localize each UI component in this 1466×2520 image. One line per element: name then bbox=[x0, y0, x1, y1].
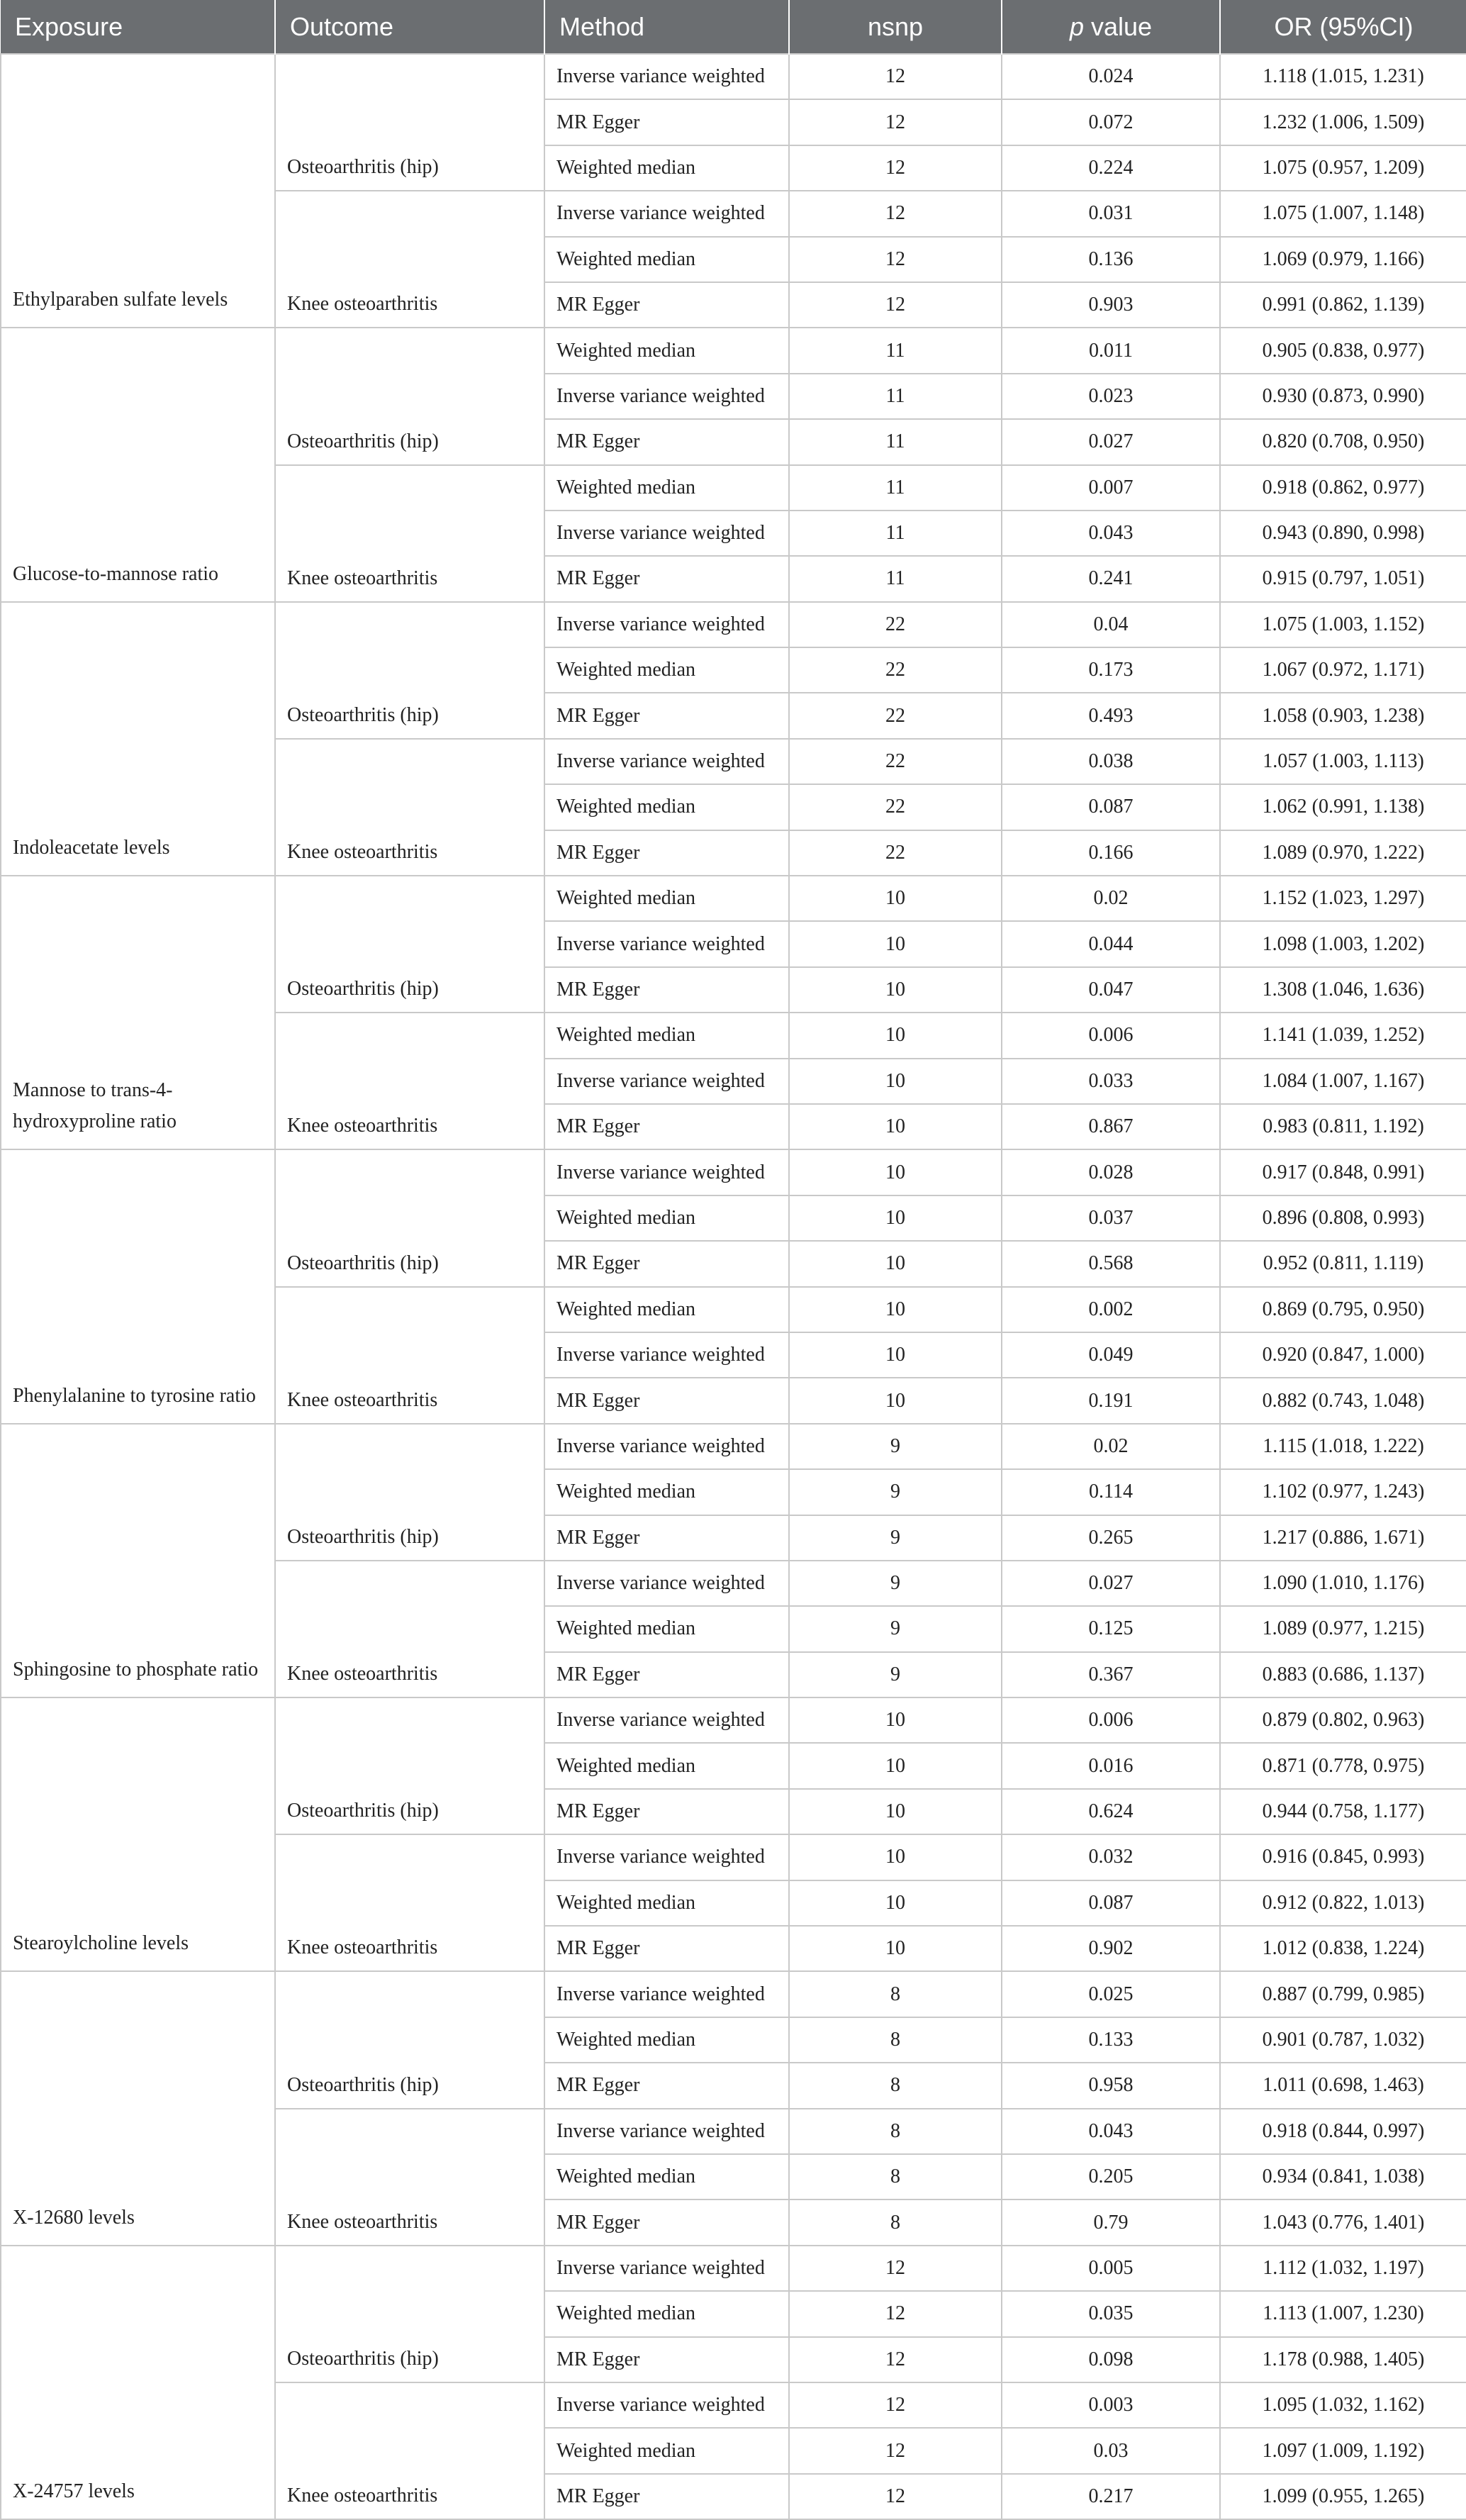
nsnp-cell: 10 bbox=[789, 1697, 1002, 1743]
or-cell: 1.090 (1.010, 1.176) bbox=[1220, 1561, 1466, 1606]
exposure-cell: Indoleacetate levels bbox=[1, 602, 275, 876]
p-value-cell: 0.028 bbox=[1002, 1149, 1220, 1195]
method-cell: Inverse variance weighted bbox=[544, 2109, 789, 2154]
outcome-cell: Osteoarthritis (hip) bbox=[275, 876, 544, 1013]
outcome-cell: Knee osteoarthritis bbox=[275, 1013, 544, 1149]
or-cell: 0.934 (0.841, 1.038) bbox=[1220, 2154, 1466, 2200]
nsnp-cell: 12 bbox=[789, 99, 1002, 145]
or-cell: 0.901 (0.787, 1.032) bbox=[1220, 2017, 1466, 2063]
header-p-rest: value bbox=[1083, 11, 1153, 41]
header-method: Method bbox=[544, 0, 789, 54]
exposure-cell: Stearoylcholine levels bbox=[1, 1697, 275, 1971]
p-value-cell: 0.002 bbox=[1002, 1287, 1220, 1332]
p-value-cell: 0.624 bbox=[1002, 1789, 1220, 1834]
method-cell: MR Egger bbox=[544, 1652, 789, 1697]
or-cell: 0.820 (0.708, 0.950) bbox=[1220, 419, 1466, 464]
method-cell: Weighted median bbox=[544, 237, 789, 282]
nsnp-cell: 12 bbox=[789, 2474, 1002, 2519]
method-cell: MR Egger bbox=[544, 2337, 789, 2382]
method-cell: Weighted median bbox=[544, 1013, 789, 1058]
method-cell: Weighted median bbox=[544, 1287, 789, 1332]
outcome-cell: Osteoarthritis (hip) bbox=[275, 2246, 544, 2382]
header-p-value bbox=[1002, 0, 1220, 54]
p-value-cell: 0.114 bbox=[1002, 1469, 1220, 1515]
or-cell: 1.075 (1.003, 1.152) bbox=[1220, 602, 1466, 647]
method-cell: MR Egger bbox=[544, 1789, 789, 1834]
exposure-cell: Phenylalanine to tyrosine ratio bbox=[1, 1149, 275, 1423]
nsnp-cell: 11 bbox=[789, 328, 1002, 373]
p-value-cell: 0.125 bbox=[1002, 1606, 1220, 1651]
nsnp-cell: 12 bbox=[789, 191, 1002, 236]
method-cell: MR Egger bbox=[544, 830, 789, 876]
or-cell: 0.920 (0.847, 1.000) bbox=[1220, 1332, 1466, 1378]
method-cell: Inverse variance weighted bbox=[544, 191, 789, 236]
or-cell: 0.915 (0.797, 1.051) bbox=[1220, 556, 1466, 601]
outcome-cell: Knee osteoarthritis bbox=[275, 1834, 544, 1971]
nsnp-cell: 12 bbox=[789, 237, 1002, 282]
nsnp-cell: 10 bbox=[789, 1287, 1002, 1332]
nsnp-cell: 12 bbox=[789, 2428, 1002, 2473]
method-cell: Inverse variance weighted bbox=[544, 1971, 789, 2017]
header-exposure: Exposure bbox=[1, 0, 275, 54]
p-value-cell: 0.031 bbox=[1002, 191, 1220, 236]
nsnp-cell: 8 bbox=[789, 2200, 1002, 2245]
or-cell: 1.043 (0.776, 1.401) bbox=[1220, 2200, 1466, 2245]
or-cell: 1.099 (0.955, 1.265) bbox=[1220, 2474, 1466, 2519]
nsnp-cell: 12 bbox=[789, 2337, 1002, 2382]
p-value-cell: 0.032 bbox=[1002, 1834, 1220, 1880]
method-cell: MR Egger bbox=[544, 2063, 789, 2108]
nsnp-cell: 9 bbox=[789, 1469, 1002, 1515]
p-value-cell: 0.902 bbox=[1002, 1926, 1220, 1971]
p-value-cell: 0.005 bbox=[1002, 2246, 1220, 2291]
method-cell: Weighted median bbox=[544, 328, 789, 373]
p-value-cell: 0.043 bbox=[1002, 511, 1220, 556]
outcome-cell: Osteoarthritis (hip) bbox=[275, 602, 544, 739]
exposure-cell: Ethylparaben sulfate levels bbox=[1, 54, 275, 328]
method-cell: Weighted median bbox=[544, 145, 789, 191]
nsnp-cell: 12 bbox=[789, 145, 1002, 191]
p-value-cell: 0.011 bbox=[1002, 328, 1220, 373]
method-cell: MR Egger bbox=[544, 2474, 789, 2519]
method-cell: MR Egger bbox=[544, 556, 789, 601]
p-value-cell: 0.133 bbox=[1002, 2017, 1220, 2063]
method-cell: Inverse variance weighted bbox=[544, 1424, 789, 1469]
method-cell: Inverse variance weighted bbox=[544, 2382, 789, 2428]
p-value-cell: 0.043 bbox=[1002, 2109, 1220, 2154]
nsnp-cell: 10 bbox=[789, 1378, 1002, 1423]
p-value-cell: 0.958 bbox=[1002, 2063, 1220, 2108]
nsnp-cell: 11 bbox=[789, 465, 1002, 511]
outcome-cell: Osteoarthritis (hip) bbox=[275, 1971, 544, 2108]
or-cell: 1.069 (0.979, 1.166) bbox=[1220, 237, 1466, 282]
nsnp-cell: 9 bbox=[789, 1515, 1002, 1561]
or-cell: 0.869 (0.795, 0.950) bbox=[1220, 1287, 1466, 1332]
table-row bbox=[1, 54, 1466, 99]
method-cell: Inverse variance weighted bbox=[544, 1149, 789, 1195]
nsnp-cell: 10 bbox=[789, 1332, 1002, 1378]
method-cell: Inverse variance weighted bbox=[544, 739, 789, 784]
or-cell: 1.112 (1.032, 1.197) bbox=[1220, 2246, 1466, 2291]
method-cell: MR Egger bbox=[544, 99, 789, 145]
method-cell: Weighted median bbox=[544, 647, 789, 693]
nsnp-cell: 12 bbox=[789, 2291, 1002, 2336]
nsnp-cell: 10 bbox=[789, 1241, 1002, 1286]
or-cell: 1.152 (1.023, 1.297) bbox=[1220, 876, 1466, 921]
p-value-cell: 0.02 bbox=[1002, 876, 1220, 921]
outcome-cell: Osteoarthritis (hip) bbox=[275, 54, 544, 191]
nsnp-cell: 8 bbox=[789, 2154, 1002, 2200]
or-cell: 0.912 (0.822, 1.013) bbox=[1220, 1880, 1466, 1926]
p-value-cell: 0.072 bbox=[1002, 99, 1220, 145]
or-cell: 1.011 (0.698, 1.463) bbox=[1220, 2063, 1466, 2108]
p-value-cell: 0.205 bbox=[1002, 2154, 1220, 2200]
table-row bbox=[1, 602, 1466, 647]
method-cell: Inverse variance weighted bbox=[544, 1834, 789, 1880]
header-or: OR (95%CI) bbox=[1220, 0, 1466, 54]
outcome-cell: Osteoarthritis (hip) bbox=[275, 1149, 544, 1286]
or-cell: 0.879 (0.802, 0.963) bbox=[1220, 1697, 1466, 1743]
method-cell: Weighted median bbox=[544, 2154, 789, 2200]
nsnp-cell: 8 bbox=[789, 1971, 1002, 2017]
nsnp-cell: 11 bbox=[789, 374, 1002, 419]
nsnp-cell: 22 bbox=[789, 739, 1002, 784]
method-cell: MR Egger bbox=[544, 1926, 789, 1971]
or-cell: 1.057 (1.003, 1.113) bbox=[1220, 739, 1466, 784]
p-value-cell: 0.006 bbox=[1002, 1697, 1220, 1743]
nsnp-cell: 8 bbox=[789, 2063, 1002, 2108]
method-cell: Weighted median bbox=[544, 2428, 789, 2473]
nsnp-cell: 10 bbox=[789, 1926, 1002, 1971]
or-cell: 0.952 (0.811, 1.119) bbox=[1220, 1241, 1466, 1286]
method-cell: Weighted median bbox=[544, 1469, 789, 1515]
method-cell: Weighted median bbox=[544, 1743, 789, 1788]
p-value-cell: 0.79 bbox=[1002, 2200, 1220, 2245]
p-value-cell: 0.265 bbox=[1002, 1515, 1220, 1561]
method-cell: MR Egger bbox=[544, 967, 789, 1013]
p-value-cell: 0.025 bbox=[1002, 1971, 1220, 2017]
header-row bbox=[1, 0, 1466, 54]
nsnp-cell: 11 bbox=[789, 419, 1002, 464]
p-value-cell: 0.191 bbox=[1002, 1378, 1220, 1423]
or-cell: 0.983 (0.811, 1.192) bbox=[1220, 1104, 1466, 1149]
table-row bbox=[1, 2246, 1466, 2291]
method-cell: Weighted median bbox=[544, 1195, 789, 1241]
method-cell: Weighted median bbox=[544, 2291, 789, 2336]
p-value-cell: 0.006 bbox=[1002, 1013, 1220, 1058]
nsnp-cell: 22 bbox=[789, 693, 1002, 738]
exposure-cell: Sphingosine to phosphate ratio bbox=[1, 1424, 275, 1697]
p-value-cell: 0.087 bbox=[1002, 1880, 1220, 1926]
method-cell: Inverse variance weighted bbox=[544, 1697, 789, 1743]
p-value-cell: 0.035 bbox=[1002, 2291, 1220, 2336]
method-cell: Inverse variance weighted bbox=[544, 54, 789, 99]
method-cell: MR Egger bbox=[544, 419, 789, 464]
method-cell: Weighted median bbox=[544, 465, 789, 511]
header-p-italic: p bbox=[1069, 11, 1084, 41]
or-cell: 1.062 (0.991, 1.138) bbox=[1220, 784, 1466, 830]
or-cell: 0.882 (0.743, 1.048) bbox=[1220, 1378, 1466, 1423]
p-value-cell: 0.166 bbox=[1002, 830, 1220, 876]
nsnp-cell: 10 bbox=[789, 1104, 1002, 1149]
p-value-cell: 0.098 bbox=[1002, 2337, 1220, 2382]
or-cell: 1.141 (1.039, 1.252) bbox=[1220, 1013, 1466, 1058]
outcome-cell: Knee osteoarthritis bbox=[275, 191, 544, 328]
method-cell: Inverse variance weighted bbox=[544, 511, 789, 556]
p-value-cell: 0.02 bbox=[1002, 1424, 1220, 1469]
method-cell: Weighted median bbox=[544, 784, 789, 830]
nsnp-cell: 11 bbox=[789, 556, 1002, 601]
nsnp-cell: 9 bbox=[789, 1652, 1002, 1697]
nsnp-cell: 9 bbox=[789, 1424, 1002, 1469]
p-value-cell: 0.007 bbox=[1002, 465, 1220, 511]
or-cell: 0.930 (0.873, 0.990) bbox=[1220, 374, 1466, 419]
method-cell: MR Egger bbox=[544, 1378, 789, 1423]
p-value-cell: 0.027 bbox=[1002, 419, 1220, 464]
p-value-cell: 0.024 bbox=[1002, 54, 1220, 99]
outcome-cell: Osteoarthritis (hip) bbox=[275, 1424, 544, 1561]
table-row bbox=[1, 1697, 1466, 1743]
p-value-cell: 0.903 bbox=[1002, 282, 1220, 328]
p-value-cell: 0.568 bbox=[1002, 1241, 1220, 1286]
or-cell: 1.075 (0.957, 1.209) bbox=[1220, 145, 1466, 191]
or-cell: 1.178 (0.988, 1.405) bbox=[1220, 2337, 1466, 2382]
p-value-cell: 0.136 bbox=[1002, 237, 1220, 282]
or-cell: 0.887 (0.799, 0.985) bbox=[1220, 1971, 1466, 2017]
p-value-cell: 0.044 bbox=[1002, 921, 1220, 966]
or-cell: 1.058 (0.903, 1.238) bbox=[1220, 693, 1466, 738]
or-cell: 1.089 (0.977, 1.215) bbox=[1220, 1606, 1466, 1651]
or-cell: 0.883 (0.686, 1.137) bbox=[1220, 1652, 1466, 1697]
or-cell: 0.918 (0.844, 0.997) bbox=[1220, 2109, 1466, 2154]
nsnp-cell: 8 bbox=[789, 2109, 1002, 2154]
or-cell: 0.991 (0.862, 1.139) bbox=[1220, 282, 1466, 328]
method-cell: Weighted median bbox=[544, 2017, 789, 2063]
nsnp-cell: 10 bbox=[789, 876, 1002, 921]
method-cell: Inverse variance weighted bbox=[544, 2246, 789, 2291]
or-cell: 1.217 (0.886, 1.671) bbox=[1220, 1515, 1466, 1561]
method-cell: Inverse variance weighted bbox=[544, 602, 789, 647]
or-cell: 0.896 (0.808, 0.993) bbox=[1220, 1195, 1466, 1241]
exposure-cell: Mannose to trans-4-hydroxyproline ratio bbox=[1, 876, 275, 1149]
nsnp-cell: 10 bbox=[789, 1834, 1002, 1880]
method-cell: MR Egger bbox=[544, 1104, 789, 1149]
or-cell: 1.098 (1.003, 1.202) bbox=[1220, 921, 1466, 966]
exposure-cell: Glucose-to-mannose ratio bbox=[1, 328, 275, 601]
method-cell: Inverse variance weighted bbox=[544, 1332, 789, 1378]
or-cell: 1.308 (1.046, 1.636) bbox=[1220, 967, 1466, 1013]
nsnp-cell: 10 bbox=[789, 1059, 1002, 1104]
outcome-cell: Knee osteoarthritis bbox=[275, 2382, 544, 2519]
or-cell: 0.917 (0.848, 0.991) bbox=[1220, 1149, 1466, 1195]
or-cell: 0.871 (0.778, 0.975) bbox=[1220, 1743, 1466, 1788]
nsnp-cell: 8 bbox=[789, 2017, 1002, 2063]
p-value-cell: 0.224 bbox=[1002, 145, 1220, 191]
nsnp-cell: 10 bbox=[789, 921, 1002, 966]
p-value-cell: 0.241 bbox=[1002, 556, 1220, 601]
p-value-cell: 0.173 bbox=[1002, 647, 1220, 693]
or-cell: 1.232 (1.006, 1.509) bbox=[1220, 99, 1466, 145]
outcome-cell: Knee osteoarthritis bbox=[275, 1287, 544, 1424]
exposure-cell: X-12680 levels bbox=[1, 1971, 275, 2245]
nsnp-cell: 12 bbox=[789, 2382, 1002, 2428]
or-cell: 1.075 (1.007, 1.148) bbox=[1220, 191, 1466, 236]
exposure-cell: X-24757 levels bbox=[1, 2246, 275, 2519]
or-cell: 1.097 (1.009, 1.192) bbox=[1220, 2428, 1466, 2473]
or-cell: 1.067 (0.972, 1.171) bbox=[1220, 647, 1466, 693]
table-row bbox=[1, 328, 1466, 373]
p-value-cell: 0.087 bbox=[1002, 784, 1220, 830]
header-outcome: Outcome bbox=[275, 0, 544, 54]
nsnp-cell: 12 bbox=[789, 2246, 1002, 2291]
outcome-cell: Osteoarthritis (hip) bbox=[275, 328, 544, 464]
or-cell: 0.943 (0.890, 0.998) bbox=[1220, 511, 1466, 556]
nsnp-cell: 12 bbox=[789, 282, 1002, 328]
nsnp-cell: 10 bbox=[789, 1743, 1002, 1788]
table-row bbox=[1, 1424, 1466, 1469]
outcome-cell: Knee osteoarthritis bbox=[275, 2109, 544, 2246]
nsnp-cell: 10 bbox=[789, 1013, 1002, 1058]
or-cell: 1.084 (1.007, 1.167) bbox=[1220, 1059, 1466, 1104]
nsnp-cell: 12 bbox=[789, 54, 1002, 99]
or-cell: 0.916 (0.845, 0.993) bbox=[1220, 1834, 1466, 1880]
or-cell: 1.102 (0.977, 1.243) bbox=[1220, 1469, 1466, 1515]
method-cell: MR Egger bbox=[544, 282, 789, 328]
table-row bbox=[1, 876, 1466, 921]
nsnp-cell: 22 bbox=[789, 784, 1002, 830]
nsnp-cell: 10 bbox=[789, 1789, 1002, 1834]
p-value-cell: 0.023 bbox=[1002, 374, 1220, 419]
method-cell: Weighted median bbox=[544, 876, 789, 921]
table-row bbox=[1, 1971, 1466, 2017]
p-value-cell: 0.867 bbox=[1002, 1104, 1220, 1149]
outcome-cell: Osteoarthritis (hip) bbox=[275, 1697, 544, 1834]
p-value-cell: 0.027 bbox=[1002, 1561, 1220, 1606]
p-value-cell: 0.217 bbox=[1002, 2474, 1220, 2519]
or-cell: 0.905 (0.838, 0.977) bbox=[1220, 328, 1466, 373]
p-value-cell: 0.038 bbox=[1002, 739, 1220, 784]
outcome-cell: Knee osteoarthritis bbox=[275, 465, 544, 602]
or-cell: 0.944 (0.758, 1.177) bbox=[1220, 1789, 1466, 1834]
table-body bbox=[1, 54, 1466, 2519]
p-value-cell: 0.493 bbox=[1002, 693, 1220, 738]
nsnp-cell: 10 bbox=[789, 1880, 1002, 1926]
p-value-cell: 0.04 bbox=[1002, 602, 1220, 647]
or-cell: 1.012 (0.838, 1.224) bbox=[1220, 1926, 1466, 1971]
p-value-cell: 0.003 bbox=[1002, 2382, 1220, 2428]
nsnp-cell: 10 bbox=[789, 1195, 1002, 1241]
table-row bbox=[1, 1149, 1466, 1195]
p-value-cell: 0.049 bbox=[1002, 1332, 1220, 1378]
nsnp-cell: 9 bbox=[789, 1606, 1002, 1651]
p-value-cell: 0.03 bbox=[1002, 2428, 1220, 2473]
p-value-cell: 0.367 bbox=[1002, 1652, 1220, 1697]
p-value-cell: 0.047 bbox=[1002, 967, 1220, 1013]
or-cell: 1.115 (1.018, 1.222) bbox=[1220, 1424, 1466, 1469]
or-cell: 1.095 (1.032, 1.162) bbox=[1220, 2382, 1466, 2428]
or-cell: 1.089 (0.970, 1.222) bbox=[1220, 830, 1466, 876]
outcome-cell: Knee osteoarthritis bbox=[275, 739, 544, 876]
method-cell: Inverse variance weighted bbox=[544, 921, 789, 966]
nsnp-cell: 22 bbox=[789, 647, 1002, 693]
method-cell: Inverse variance weighted bbox=[544, 374, 789, 419]
method-cell: MR Egger bbox=[544, 1515, 789, 1561]
header-nsnp: nsnp bbox=[789, 0, 1002, 54]
nsnp-cell: 10 bbox=[789, 967, 1002, 1013]
nsnp-cell: 22 bbox=[789, 602, 1002, 647]
p-value-cell: 0.037 bbox=[1002, 1195, 1220, 1241]
method-cell: Inverse variance weighted bbox=[544, 1561, 789, 1606]
nsnp-cell: 10 bbox=[789, 1149, 1002, 1195]
or-cell: 0.918 (0.862, 0.977) bbox=[1220, 465, 1466, 511]
method-cell: MR Egger bbox=[544, 1241, 789, 1286]
p-value-cell: 0.033 bbox=[1002, 1059, 1220, 1104]
nsnp-cell: 22 bbox=[789, 830, 1002, 876]
method-cell: MR Egger bbox=[544, 2200, 789, 2245]
method-cell: Weighted median bbox=[544, 1880, 789, 1926]
method-cell: Weighted median bbox=[544, 1606, 789, 1651]
or-cell: 1.113 (1.007, 1.230) bbox=[1220, 2291, 1466, 2336]
method-cell: Inverse variance weighted bbox=[544, 1059, 789, 1104]
p-value-cell: 0.016 bbox=[1002, 1743, 1220, 1788]
nsnp-cell: 9 bbox=[789, 1561, 1002, 1606]
or-cell: 1.118 (1.015, 1.231) bbox=[1220, 54, 1466, 99]
outcome-cell: Knee osteoarthritis bbox=[275, 1561, 544, 1697]
nsnp-cell: 11 bbox=[789, 511, 1002, 556]
method-cell: MR Egger bbox=[544, 693, 789, 738]
